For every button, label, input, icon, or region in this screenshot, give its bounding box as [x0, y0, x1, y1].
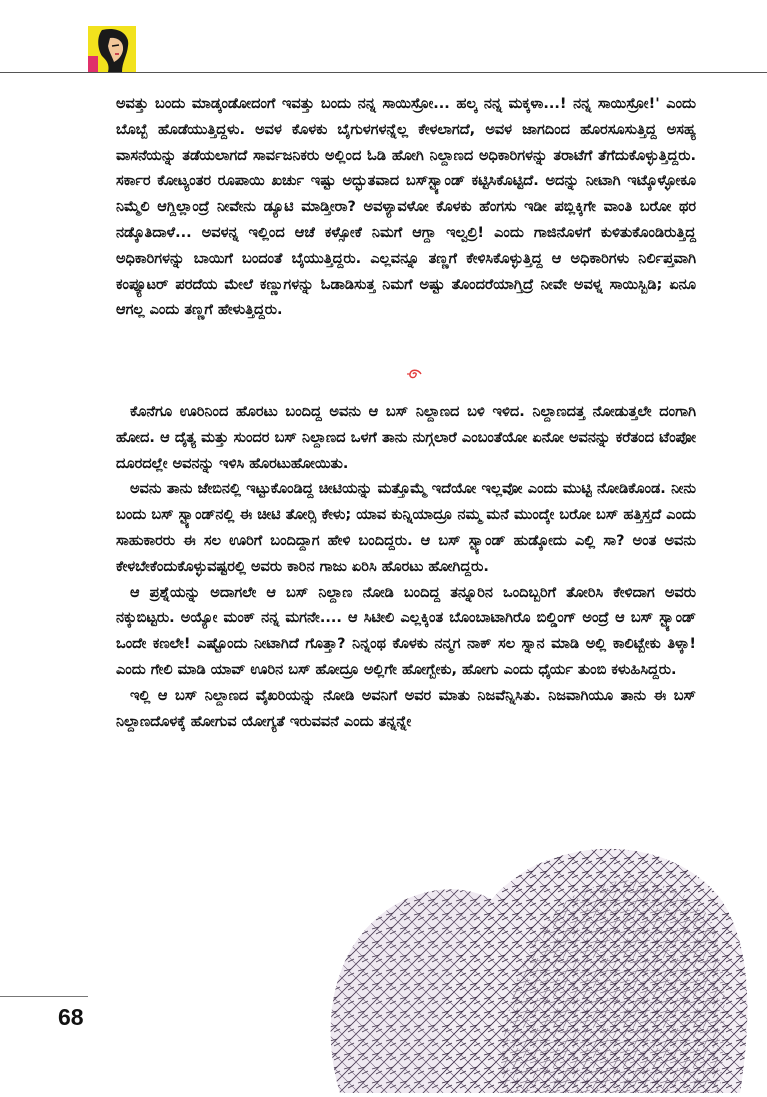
paragraph: ಅವನು ತಾನು ಜೇಬಿನಲ್ಲಿ ಇಟ್ಟುಕೊಂಡಿದ್ದ ಚೀಟಿಯನ್ನು ಮತ್ತೊಮ್ಮೆ ಇದೆಯೋ ಇಲ್ಲವೋ ಎಂದು ಮುಟ್ಟಿ ನೋಡಿಕೊಂಡ. ನೀನು ಬಂದು ಬಸ್ ಸ್ಟ್ಯಾಂಡ್‌ನಲ್ಲಿ ಈ ಚೀಟಿ ತೋರ್‍ಸಿ ಕೇಳು; ಯಾವ ಕುನ್ನಿಯಾದ್ರೂ ನಮ್ಮ ಮನೆ ಮುಂದ್ಕೇ ಬರೋ ಬಸ್ ಹತ್ತಿಸ್ತದೆ ಎಂದು ಸಾಹುಕಾರರು ಈ ಸಲ ಊರಿಗೆ ಬಂದಿದ್ದಾಗ ಹೇಳಿ ಬಂದಿದ್ದರು. ಆ ಬಸ್ ಸ್ಟ್ಯಾಂಡ್ ಹುಡ್ಕೋದು ಎಲ್ಲಿ ಸಾ? ಅಂತ ಅವನು ಕೇಳಬೇಕೆಂದುಕೊಳ್ಳುವಷ್ಟರಲ್ಲಿ ಅವರು ಕಾರಿನ ಗಾಜು ಏರಿಸಿ ಹೊರಟು ಹೋಗಿದ್ದರು. — [116, 481, 696, 575]
header-rule — [0, 72, 767, 73]
paragraph: ಅವತ್ತು ಬಂದು ಮಾಡ್ಕಂಡೋದಂಗೆ ಇವತ್ತು ಬಂದು ನನ್ನ ಸಾಯಿಸ್ರೋ... ಹಲ್ಕ ನನ್ನ ಮಕ್ಕಳಾ...! ನನ್ನ ಸಾಯಿಸ್ರೋ!' ಎಂದು ಬೊಬ್ಬೆ ಹೊಡೆಯುತ್ತಿದ್ದಳು. ಅವಳ ಕೊಳಕು ಬೈಗುಳಗಳನ್ನೆಲ್ಲ ಕೇಳಲಾಗದೆ, ಅವಳ ಜಾಗದಿಂದ ಹೊರಸೂಸುತ್ತಿದ್ದ ಅಸಹ್ಯ ವಾಸನೆಯನ್ನು ತಡೆಯಲಾಗದೆ ಸಾರ್ವಜನಿಕರು ಅಲ್ಲಿಂದ ಓಡಿ ಹೋಗಿ ನಿಲ್ದಾಣದ ಅಧಿಕಾರಿಗಳನ್ನು ತರಾಟೆಗೆ ತೆಗೆದುಕೊಳ್ಳುತ್ತಿದ್ದರು. ಸರ್ಕಾರ ಕೋಟ್ಯಂತರ ರೂಪಾಯಿ ಖರ್ಚು ಇಷ್ಟು ಅದ್ಭುತವಾದ ಬಸ್‌ಸ್ಟ್ಯಾಂಡ್ ಕಟ್ಟಿಸಿಕೊಟ್ಟಿದೆ. ಅದನ್ನು ನೀಟಾಗಿ ಇಟ್ಕೊಳ್ಳೋಕೂ ನಿಮ್ಮೆಲಿ ಆಗ್ದಿಲ್ಲಾಂದ್ರೆ ನೀವೇನು ಡ್ಯೂಟಿ ಮಾಡ್ತೀರಾ? ಅವಳ್ಯಾವಳೋ ಕೊಳಕು ಹೆಂಗಸು ಇಡೀ ಪಬ್ಲಿಕ್ಕಿಗೇ ವಾಂತಿ ಬರೋ ಥರ ನಡ್ಕೊತಿದಾಳೆ... ಅವಳನ್ನ ಇಲ್ಲಿಂದ ಆಚೆ ಕಳ್ಸೋಕೆ ನಿಮಗೆ ಆಗ್ದಾ ಇಲ್ವಲ್ರಿ! ಎಂದು ಗಾಜಿನೊಳಗೆ ಕುಳಿತುಕೊಂಡಿರುತ್ತಿದ್ದ ಅಧಿಕಾರಿಗಳನ್ನು ಬಾಯಿಗೆ ಬಂದಂತೆ ಬೈಯುತ್ತಿದ್ದರು. ಎಲ್ಲವನ್ನೂ ತಣ್ಣಗೆ ಕೇಳಿಸಿಕೊಳ್ಳುತ್ತಿದ್ದ ಆ ಅಧಿಕಾರಿಗಳು ನಿರ್ಲಿಪ್ತವಾಗಿ ಕಂಪ್ಯೂಟರ್ ಪರದೆಯ ಮೇಲೆ ಕಣ್ಣುಗಳನ್ನು ಓಡಾಡಿಸುತ್ತ ನಿಮಗೆ ಅಷ್ಟು ತೊಂದರೆಯಾಗ್ತಿದ್ರೆ ನೀವೇ ಅವಳ್ನ ಸಾಯಿಸ್ಬಿಡಿ; ಏನೂ ಆಗಲ್ಲ ಎಂದು ತಣ್ಣಗೆ ಹೇಳುತ್ತಿದ್ದರು. — [116, 96, 696, 319]
paragraph: ಇಲ್ಲಿ ಆ ಬಸ್ ನಿಲ್ದಾಣದ ವೈಖರಿಯನ್ನು ನೋಡಿ ಅವನಿಗೆ ಅವರ ಮಾತು ನಿಜವೆನ್ನಿಸಿತು. ನಿಜವಾಗಿಯೂ ತಾನು ಈ ಬಸ್ ನಿಲ್ದಾಣದೊಳಕ್ಕೆ ಹೋಗುವ ಯೋಗ್ಯತೆ ಇರುವವನೆ ಎಂದು ತನ್ನನ್ನೇ — [116, 687, 696, 730]
crosshatched-rock-drawing — [300, 838, 767, 1093]
footer-rule — [0, 996, 88, 997]
swirl-ornament-icon — [406, 366, 424, 382]
text-section-1 — [116, 92, 696, 324]
text-section-2 — [116, 400, 696, 735]
paragraph: ಕೊನೆಗೂ ಊರಿನಿಂದ ಹೊರಟು ಬಂದಿದ್ದ ಅವನು ಆ ಬಸ್ ನಿಲ್ದಾಣದ ಬಳಿ ಇಳಿದ. ನಿಲ್ದಾಣದತ್ತ ನೋಡುತ್ತಲೇ ದಂಗಾಗಿ ಹೋದ. ಆ ದೈತ್ಯ ಮತ್ತು ಸುಂದರ ಬಸ್ ನಿಲ್ದಾಣದ ಒಳಗೆ ತಾನು ನುಗ್ಗಲಾರೆ ಎಂಬಂತೆಯೋ ಏನೋ ಅವನನ್ನು ಕರೆತಂದ ಟೆಂಪೋ ದೂರದಲ್ಲೇ ಅವನನ್ನು ಇಳಿಸಿ ಹೊರಟುಹೋಯಿತು. — [116, 404, 696, 472]
woman-face-logo-icon — [88, 26, 136, 72]
paragraph: ಆ ಪ್ರಶ್ನೆಯನ್ನು ಅದಾಗಲೇ ಆ ಬಸ್ ನಿಲ್ದಾಣ ನೋಡಿ ಬಂದಿದ್ದ ತನ್ನೂರಿನ ಒಂದಿಬ್ಬರಿಗೆ ತೋರಿಸಿ ಕೇಳಿದಾಗ ಅವರು ನಕ್ಕುಬಿಟ್ಟರು. ಅಯ್ಯೋ ಮಂಕ್ ನನ್ನ ಮಗನೇ.... ಆ ಸಿಟೀಲಿ ಎಲ್ಲಕ್ಕಿಂತ ಬೊಂಬಾಟಾಗಿರೊ ಬಿಲ್ಡಿಂಗ್ ಅಂದ್ರೆ ಆ ಬಸ್ ಸ್ಟ್ಯಾಂಡ್ ಒಂದೇ ಕಣಲೇ! ಎಷ್ಟೊಂದು ನೀಟಾಗಿದೆ ಗೊತ್ತಾ? ನಿನ್ನಂಥ ಕೊಳಕು ನನ್ಮಗ ನಾಕ್ ಸಲ ಸ್ನಾನ ಮಾಡಿ ಅಲ್ಲಿ ಕಾಲಿಟ್ಬೇಕು ತಿಳ್ಕಾ! ಎಂದು ಗೇಲಿ ಮಾಡಿ ಯಾವ್ ಊರಿನ ಬಸ್ ಹೋದ್ರೂ ಅಲ್ಲಿಗೇ ಹೋಗ್ಬೇಕು, ಹೋಗು ಎಂದು ಧೈರ್ಯ ತುಂಬಿ ಕಳುಹಿಸಿದ್ದರು. — [116, 584, 696, 678]
page-number: 68 — [58, 1004, 84, 1030]
